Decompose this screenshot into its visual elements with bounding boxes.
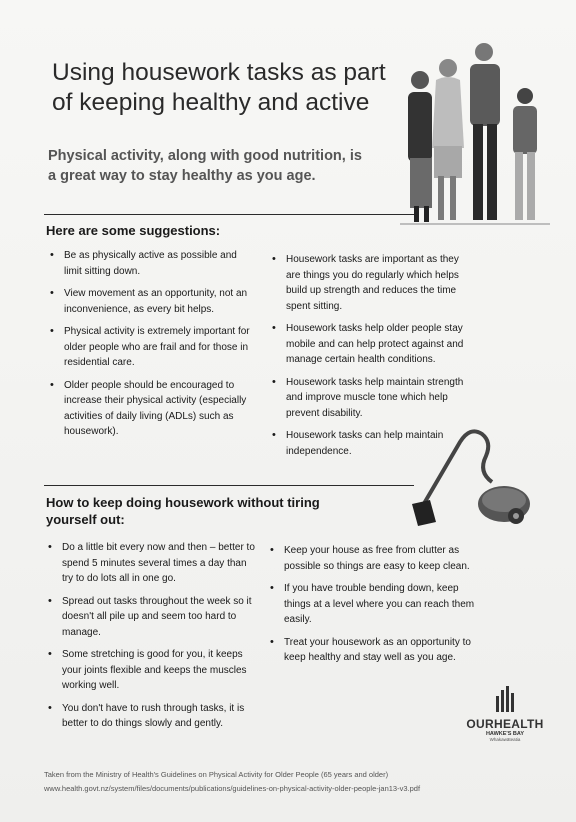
vacuum-cleaner-illustration [412,422,532,532]
list-item: • Housework tasks are important as they are things you do regularly which helps build up strength and reduces the time spent sitting. [272,252,472,314]
list-item: • You don't have to rush through tasks, it is better to do things slowly and gently. [48,701,256,732]
list-item: • If you have trouble bending down, keep things at a level where you can reach them easily. [270,581,475,628]
logo-region: HAWKE'S BAY [485,731,525,737]
list-item: • Keep your house as free from clutter as possible so things are easy to keep clean. [270,543,475,574]
list-item: • Treat your housework as an opportunity to keep healthy and stay well as you age. [270,635,475,666]
page-subtitle: Physical activity, along with good nutrition, is a great way to stay healthy as you age. [48,148,362,184]
logo-name: OURHEALTH [466,717,544,731]
list-item: • Older people should be encouraged to increase their physical activity (especially activities of daily living (ADLs) such as housework). [50,378,250,440]
page-title: Using housework tasks as part of keeping healthy and active [52,59,386,116]
list-item: • Physical activity is extremely important for older people who are frail and for those in residential care. [50,324,250,371]
suggestions-left-list [50,248,250,447]
tiring-left-list [48,540,256,739]
logo-tagline: Whakawāteatia [489,737,521,742]
footer-url[interactable]: www.health.govt.nz/system/files/documents/publications/guidelines-on-physical-activity-older-people-jan13-v3.pdf [44,784,421,793]
ourhealth-logo [464,686,546,742]
list-item: • Be as physically active as possible and limit sitting down. [50,248,250,279]
divider-top [44,214,414,215]
list-item: • Housework tasks can help maintain independence. [272,428,472,459]
list-item: • View movement as an opportunity, not an inconvenience, as every bit helps. [50,286,250,317]
logo-mark-icon [490,686,520,712]
tiring-right-list [270,543,475,673]
list-item: • Some stretching is good for you, it keeps your joints flexible and keeps the muscles working well. [48,647,256,694]
list-item: • Do a little bit every now and then – better to spend 5 minutes several times a day than try to do lots all in one go. [48,540,256,587]
list-item: • Spread out tasks throughout the week so it doesn't all pile up and seem too hard to manage. [48,594,256,641]
divider-middle [44,485,414,486]
footer [44,768,544,796]
tiring-heading: How to keep doing housework without tiring yourself out: [46,495,320,527]
suggestions-heading: Here are some suggestions: [46,223,221,238]
list-item: • Housework tasks help older people stay mobile and can help protect against and manage certain health conditions. [272,321,472,368]
family-illustration [400,38,550,228]
footer-source: Taken from the Ministry of Health's Guidelines on Physical Activity for Older People (65 years and older) [44,770,389,779]
list-item: • Housework tasks help maintain strength and improve muscle tone which help prevent disability. [272,375,472,422]
